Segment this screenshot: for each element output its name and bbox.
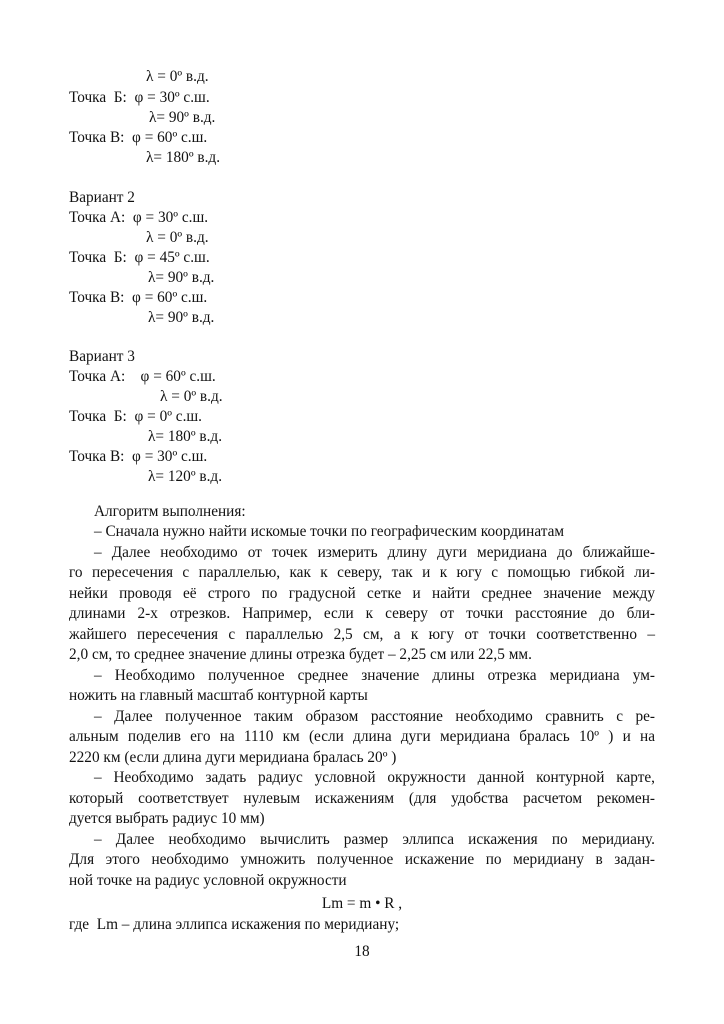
algorithm-step-6-line: – Далее необходимо вычислить размер эллипса искажения по меридиану. (94, 830, 655, 848)
algorithm-step-1: – Сначала нужно найти искомые точки по географическим координатам (94, 523, 565, 540)
formula: Lm = m • R , (321, 895, 403, 912)
algorithm-step-2-line: 2,0 см, то среднее значение длины отрезка будет – 2,25 см или 22,5 мм. (69, 646, 532, 663)
coord-line: Точка Б: φ = 30º с.ш. (69, 89, 210, 106)
formula-note: где Lm – длина эллипса искажения по меридиану; (69, 916, 400, 933)
coord-line: λ= 180º в.д. (148, 428, 223, 445)
algorithm-step-4-line: 2220 км (если длина дуги меридиана бралась 20º ) (69, 748, 397, 766)
coord-line: λ = 0º в.д. (146, 229, 209, 246)
coord-line: Точка В: φ = 60º с.ш. (69, 289, 208, 306)
coord-line: λ= 180º в.д. (146, 149, 221, 166)
coord-line: Точка Б: φ = 0º с.ш. (69, 408, 202, 425)
algorithm-heading: Алгоритм выполнения: (94, 503, 246, 520)
algorithm-step-3-line: ножить на главный масштаб контурной карты (69, 687, 368, 704)
algorithm-step-5-line: – Необходимо задать радиус условной окружности данной контурной карте, (94, 769, 655, 786)
algorithm-step-3-line: – Необходимо полученное среднее значение длины отрезка меридиана ум- (94, 666, 655, 684)
algorithm-step-2-line: жайшего пересечения с параллелью 2,5 см, а к югу от точки соответственно – (69, 625, 655, 643)
algorithm-step-6-line: ной точке на радиус условной окружности (69, 871, 347, 889)
algorithm-step-4-line: альным поделив его на 1110 км (если длина дуги меридиана бралась 10º ) и на (69, 728, 655, 745)
coord-line: Точка Б: φ = 45º с.ш. (69, 249, 210, 266)
page-number: 18 (354, 943, 370, 960)
coord-line: λ= 90º в.д. (148, 269, 215, 286)
algorithm-step-2-line: – Далее необходимо от точек измерить длину дуги меридиана до ближайше- (94, 543, 655, 561)
algorithm-body (69, 522, 655, 891)
coord-line: λ = 0º в.д. (146, 68, 209, 85)
algorithm-step-2-line: го пересечения с параллелью, как к северу, так и к югу с помощью гибкой ли- (69, 564, 655, 581)
coord-line: λ= 90º в.д. (148, 309, 215, 326)
coord-line: Точка А: φ = 60º с.ш. (69, 368, 216, 385)
coord-line: Точка В: φ = 60º с.ш. (69, 129, 208, 146)
algorithm-step-5-line: дуется выбрать радиус 10 мм) (69, 810, 265, 827)
algorithm-step-2-line: длинами 2-х отрезков. Например, если к северу от точки расстояние до бли- (69, 605, 655, 622)
coord-line: Точка А: φ = 30º с.ш. (69, 209, 209, 226)
algorithm-step-2-line: нейки проводя её строго по градусной сетке и найти среднее значение между (69, 584, 655, 602)
coord-line: Точка В: φ = 30º с.ш. (69, 448, 208, 465)
coord-line: λ = 0º в.д. (160, 388, 223, 405)
algorithm-step-4-line: – Далее полученное таким образом расстояние необходимо сравнить с ре- (94, 707, 655, 725)
variant-3-title: Вариант 3 (69, 348, 135, 365)
variant-2-title: Вариант 2 (69, 189, 135, 206)
coord-line: λ= 120º в.д. (148, 468, 223, 485)
coord-line: λ= 90º в.д. (149, 109, 216, 126)
algorithm-step-6-line: Для этого необходимо умножить полученное искажение по меридиану в задан- (69, 851, 655, 868)
algorithm-step-5-line: который соответствует нулевым искажениям (для удобства расчетом рекомен- (69, 789, 655, 807)
